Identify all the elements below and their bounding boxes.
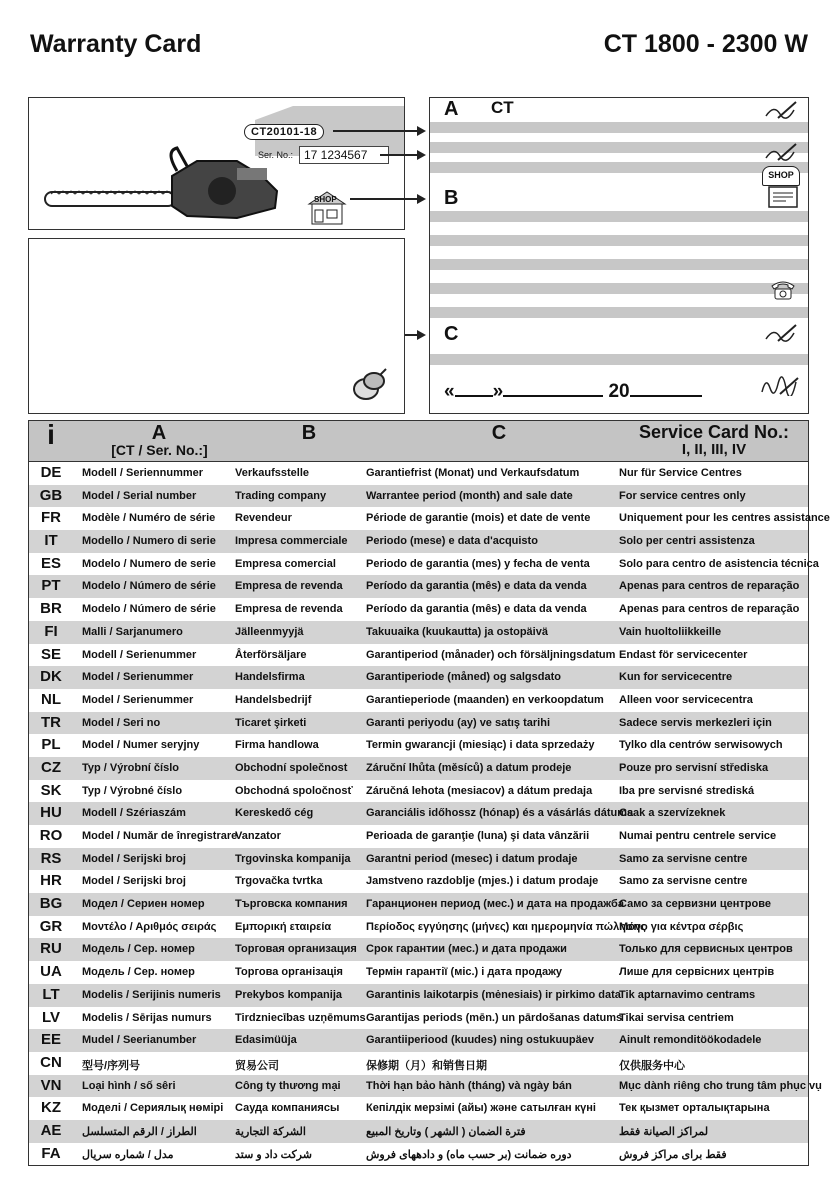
row-period-text: دوره ضمانت (بر حسب ماه) و دادههای فروش — [366, 1148, 572, 1161]
date-line — [444, 381, 702, 403]
shop-badge: SHOP — [762, 166, 800, 186]
row-model-text: Modelo / Numero de serie — [82, 557, 216, 570]
row-period-text: Periodo de garantia (mes) y fecha de venta — [366, 557, 590, 570]
row-model-text: الطراز / الرقم المتسلسل — [82, 1125, 197, 1138]
row-period-text: Garanti periyodu (ay) ve satış tarihi — [366, 716, 551, 729]
row-period-text: Termin gwarancji (miesiąc) i data sprzedaży — [366, 739, 595, 752]
row-company-text: Trgovinska kompanija — [235, 852, 351, 865]
table-row — [29, 916, 808, 939]
row-period-text: Garantinis laikotarpis (mėnesiais) ir pirkimo data — [366, 988, 621, 1001]
row-period-text: Кепілдік мерзімі (айы) және сатылған күні — [366, 1102, 596, 1115]
row-lang-code: FA — [41, 1144, 61, 1162]
table-row — [29, 802, 808, 825]
row-service-text: Samo za servisne centre — [619, 875, 748, 888]
row-company-text: Trading company — [235, 489, 327, 502]
row-company-text: Торговая организация — [235, 943, 357, 956]
row-company-text: Ticaret şirketi — [235, 716, 307, 729]
row-lang-code: HR — [40, 872, 62, 890]
row-lang-code: PT — [41, 577, 61, 595]
row-service-text: Только для сервисных центров — [619, 943, 793, 956]
row-period-text: Garantni period (mesec) i datum prodaje — [366, 852, 578, 865]
table-row — [29, 825, 808, 848]
section-c-label: C — [444, 323, 459, 345]
row-period-text: Περίοδος εγγύησης (μήνες) και ημερομηνία πώλησης — [366, 920, 646, 933]
row-company-text: Công ty thương mại — [235, 1079, 341, 1092]
table-row — [29, 1143, 808, 1166]
table-header — [29, 421, 808, 462]
table-row — [29, 575, 808, 598]
table-row — [29, 938, 808, 961]
row-service-text: Лише для сервісних центрів — [619, 966, 775, 979]
row-company-text: Empresa de revenda — [235, 603, 343, 616]
chainsaw-icon — [37, 146, 287, 226]
arrow-serial — [380, 154, 417, 156]
table-row — [29, 462, 808, 485]
row-service-text: Tylko dla centrów serwisowych — [619, 739, 783, 752]
arrowhead-model — [417, 126, 426, 136]
table-row — [29, 893, 808, 916]
row-period-text: Takuuaika (kuukautta) ja ostopäivä — [366, 625, 548, 638]
arrow-model — [333, 130, 417, 132]
row-lang-code: EE — [40, 1031, 61, 1049]
row-company-text: 贸易公司 — [235, 1059, 279, 1072]
signature-icon — [760, 374, 800, 396]
row-model-text: Model / Numer seryjny — [82, 739, 200, 752]
row-period-text: Термін гарантії (міс.) і дата продажу — [366, 966, 563, 979]
header-service-card-sub: I, II, III, IV — [681, 441, 747, 458]
row-service-text: Μόνο για κέντρα σέρβις — [619, 920, 744, 933]
row-model-text: Malli / Sarjanumero — [82, 625, 183, 638]
row-model-text: Modell / Serienummer — [82, 648, 197, 661]
serial-value: 17 1234567 — [299, 146, 389, 164]
row-period-text: Záručná lehota (mesiacov) a dátum predaja — [366, 784, 593, 797]
row-period-text: Záruční lhůta (měsíců) a datum prodeje — [366, 761, 572, 774]
serial-label: Ser. No.: — [258, 150, 294, 160]
table-row — [29, 984, 808, 1007]
row-service-text: Alleen voor servicecentra — [619, 693, 753, 706]
row-model-text: Model / Serijski broj — [82, 875, 186, 888]
row-model-text: Модель / Сер. номер — [82, 966, 195, 979]
warranty-entry-card — [429, 97, 809, 414]
language-table — [28, 419, 830, 1166]
product-box — [28, 97, 405, 230]
row-company-text: Εμπορική εταιρεία — [235, 920, 332, 933]
arrowhead-serial — [417, 150, 426, 160]
row-period-text: Perioada de garanţie (luna) şi data vânzării — [366, 830, 590, 842]
row-company-text: Handelsfirma — [235, 671, 305, 684]
row-service-text: Nur für Service Centres — [619, 467, 742, 479]
row-period-text: Garantieperiode (maanden) en verkoopdatum — [366, 693, 604, 706]
row-service-text: فقط برای مراکز فروش — [619, 1148, 727, 1161]
row-lang-code: LV — [41, 1008, 61, 1026]
row-model-text: Typ / Výrobní číslo — [82, 761, 179, 774]
row-lang-code: ES — [40, 554, 61, 572]
row-service-text: Vain huoltoliikkeille — [619, 625, 722, 638]
row-lang-code: DE — [40, 464, 62, 481]
row-company-text: شرکت داد و ستد — [235, 1148, 312, 1161]
row-service-text: Sadece servis merkezleri için — [619, 716, 772, 729]
row-company-text: Obchodná spoločnosť — [235, 784, 353, 797]
row-model-text: Моделі / Сериялық нөмірі — [82, 1102, 224, 1115]
row-service-text: Pouze pro servisní střediska — [619, 761, 769, 774]
row-model-text: Model / Serienummer — [82, 693, 194, 706]
row-lang-code: RU — [40, 940, 62, 958]
row-lang-code: LT — [42, 985, 60, 1003]
row-model-text: Modello / Numero di serie — [82, 535, 216, 548]
table-row — [29, 712, 808, 735]
row-period-text: Período da garantia (mês) e data da venda — [366, 603, 587, 616]
row-lang-code: SK — [40, 781, 62, 799]
shop-icon-label: SHOP — [314, 195, 337, 204]
card-stamp-icon — [768, 186, 798, 208]
row-lang-code: KZ — [41, 1099, 61, 1117]
row-model-text: Model / Seri no — [82, 716, 161, 729]
row-period-text: Garanciális időhossz (hónap) és a vásárlás dátuma — [366, 807, 634, 820]
row-company-text: Revendeur — [235, 512, 292, 525]
row-service-text: Само за сервизни центрове — [619, 898, 771, 911]
row-lang-code: BR — [40, 600, 62, 618]
header-a: A — [151, 422, 167, 444]
row-period-text: Гаранционен период (мес.) и дата на продажба — [366, 898, 624, 911]
row-model-text: Modelis / Serijinis numeris — [82, 988, 221, 1001]
row-company-text: Återförsäljare — [235, 648, 307, 661]
table-row — [29, 1052, 808, 1075]
header-service-card: Service Card No.: — [638, 422, 790, 442]
row-model-text: Modelo / Número de série — [82, 580, 216, 593]
row-period-text: فترة الضمان ( الشهر ) وتاريخ المبيع — [366, 1125, 526, 1138]
row-service-text: Kun for servicecentre — [619, 671, 733, 684]
row-company-text: Jälleenmyyjä — [235, 625, 304, 638]
row-company-text: Obchodní společnost — [235, 761, 348, 774]
row-model-text: Модель / Сер. номер — [82, 943, 195, 956]
row-company-text: Prekybos kompanija — [235, 988, 342, 1001]
date-year-prefix: 20 — [608, 381, 630, 402]
table-row — [29, 1097, 808, 1120]
row-lang-code: IT — [44, 532, 58, 550]
row-model-text: Model / Serial number — [82, 489, 197, 502]
pushpin-icon — [350, 365, 390, 403]
row-service-text: Samo za servisne centre — [619, 852, 748, 865]
row-lang-code: CZ — [41, 758, 61, 776]
row-model-text: Typ / Výrobné číslo — [82, 784, 183, 797]
table-row — [29, 1075, 822, 1098]
row-lang-code: VN — [40, 1076, 62, 1094]
row-lang-code: GB — [39, 486, 63, 504]
table-row — [29, 666, 808, 689]
arrowhead-c — [417, 330, 426, 340]
row-service-text: Тек қызмет орталықтарына — [619, 1102, 770, 1115]
row-service-text: Iba pre servisné strediská — [619, 784, 755, 797]
table-row — [29, 553, 819, 576]
table-row — [29, 870, 808, 893]
section-b-label: B — [444, 187, 459, 209]
row-period-text: Periodo (mese) e data d'acquisto — [366, 535, 538, 548]
row-lang-code: AE — [40, 1121, 62, 1139]
table-row — [29, 961, 808, 984]
row-service-text: Tik aptarnavimo centrams — [619, 988, 756, 1001]
row-service-text: Solo per centri assistenza — [619, 535, 755, 548]
row-company-text: الشركة التجارية — [235, 1125, 306, 1138]
signature-pen-icon — [764, 323, 798, 343]
table-row — [29, 507, 830, 530]
row-service-text: Solo para centro de asistencia técnica — [619, 557, 819, 570]
table-body — [29, 462, 830, 1165]
table-row — [29, 734, 808, 757]
row-lang-code: PL — [41, 736, 61, 754]
row-service-text: Ainult remonditöökodadele — [619, 1034, 762, 1047]
header-info-icon: i — [47, 419, 55, 450]
row-period-text: Срок гарантии (мес.) и дата продажи — [366, 943, 567, 956]
row-company-text: Tirdzniecības uzņēmums — [235, 1011, 366, 1024]
row-period-text: Garantiperiod (månader) och försäljningsdatum — [366, 648, 616, 661]
row-period-text: Thời hạn bảo hành (tháng) và ngày bán — [366, 1079, 572, 1092]
table-row — [29, 757, 808, 780]
page-title: Warranty Card — [30, 30, 202, 58]
row-model-text: Modell / Seriennummer — [82, 467, 204, 479]
row-model-text: Model / Serijski broj — [82, 852, 186, 865]
row-period-text: Garantiperiode (måned) og salgsdato — [366, 671, 561, 684]
row-model-text: Μοντέλο / Αριθμός σειράς — [82, 920, 217, 933]
row-model-text: Loại hình / số sêri — [82, 1079, 176, 1092]
row-lang-code: DK — [40, 668, 62, 686]
table-row — [29, 1007, 808, 1030]
row-service-text: Csak a szervízeknek — [619, 807, 726, 820]
table-row — [29, 598, 808, 621]
table-row — [29, 780, 808, 803]
row-lang-code: HU — [40, 804, 62, 822]
row-company-text: Trgovačka tvrtka — [235, 875, 323, 888]
row-model-text: Модел / Сериен номер — [82, 898, 205, 911]
row-company-text: Торгова організація — [235, 966, 343, 979]
row-company-text: Търговска компания — [235, 898, 348, 911]
row-service-text: 仅供服务中心 — [619, 1059, 685, 1072]
row-service-text: Mục dành riêng cho trung tâm phục vụ — [619, 1079, 822, 1092]
table-row — [29, 689, 808, 712]
row-lang-code: CN — [40, 1053, 62, 1071]
row-company-text: Empresa de revenda — [235, 580, 343, 593]
row-lang-code: SE — [40, 645, 61, 663]
table-row — [29, 848, 808, 871]
row-model-text: Model / Serienummer — [82, 671, 194, 684]
row-company-text: Impresa commerciale — [235, 535, 348, 548]
row-service-text: Apenas para centros de reparação — [619, 580, 800, 593]
row-company-text: Vanzator — [235, 830, 281, 842]
row-model-text: Mudel / Seerianumber — [82, 1034, 197, 1047]
row-model-text: Model / Numǎr de înregistrare — [82, 830, 238, 842]
row-period-text: Garantijas periods (mēn.) un pārdošanas datums — [366, 1011, 623, 1024]
model-code: CT20101-18 — [244, 124, 324, 140]
row-service-text: Endast för servicecenter — [619, 648, 748, 661]
row-period-text: Período da garantia (mês) e data da venda — [366, 580, 587, 593]
arrow-c — [405, 334, 417, 336]
row-model-text: Modell / Szériaszám — [82, 807, 186, 820]
row-lang-code: BG — [39, 895, 63, 913]
row-lang-code: GR — [39, 917, 63, 935]
row-service-text: لمراكز الصيانة فقط — [619, 1125, 709, 1138]
row-period-text: 保修期（月）和销售日期 — [366, 1059, 487, 1072]
row-service-text: Uniquement pour les centres assistance — [619, 512, 830, 525]
table-row — [29, 1120, 808, 1143]
row-lang-code: RO — [39, 827, 63, 844]
header-a-sub: [CT / Ser. No.:] — [111, 442, 208, 458]
signature-pen-icon — [764, 142, 798, 162]
date-close-quote: » — [492, 381, 504, 402]
row-company-text: Kereskedő cég — [235, 807, 314, 820]
row-lang-code: TR — [41, 713, 61, 731]
date-open-quote: « — [444, 381, 455, 402]
row-service-text: Apenas para centros de reparação — [619, 603, 800, 616]
table-row — [29, 530, 808, 553]
phone-icon — [770, 278, 796, 300]
arrow-shop — [350, 198, 417, 200]
row-lang-code: NL — [41, 690, 61, 708]
row-model-text: Modelo / Número de série — [82, 603, 216, 616]
row-model-text: 型号/序列号 — [82, 1059, 141, 1072]
row-lang-code: FI — [44, 622, 58, 640]
row-period-text: Période de garantie (mois) et date de vente — [366, 512, 591, 525]
table-row — [29, 1029, 808, 1052]
row-lang-code: FR — [41, 509, 61, 527]
table-row — [29, 621, 808, 644]
row-company-text: Сауда компаниясы — [235, 1102, 340, 1115]
row-service-text: Tikai servisa centriem — [619, 1011, 734, 1024]
ct-prefix: CT — [491, 98, 514, 117]
row-company-text: Edasimüüja — [235, 1034, 297, 1047]
row-lang-code: UA — [40, 963, 62, 981]
table-row — [29, 485, 808, 508]
row-period-text: Garantiefrist (Monat) und Verkaufsdatum — [366, 467, 580, 479]
arrowhead-shop — [417, 194, 426, 204]
row-model-text: Modelis / Sērijas numurs — [82, 1011, 212, 1024]
row-period-text: Garantiiperiood (kuudes) ning ostukuupäev — [366, 1034, 594, 1047]
row-period-text: Warrantee period (month) and sale date — [366, 489, 573, 502]
model-range: CT 1800 - 2300 W — [603, 30, 808, 58]
section-a-label: A — [444, 98, 459, 120]
row-company-text: Verkaufsstelle — [235, 467, 309, 479]
row-lang-code: RS — [40, 849, 62, 867]
header-c: C — [491, 422, 507, 444]
row-company-text: Firma handlowa — [235, 739, 319, 752]
stamp-area — [28, 238, 405, 414]
row-period-text: Jamstveno razdoblje (mjes.) i datum prodaje — [366, 875, 599, 888]
row-service-text: For service centres only — [619, 489, 746, 502]
row-model-text: Modèle / Numéro de série — [82, 512, 216, 525]
table-row — [29, 644, 808, 667]
row-model-text: مدل / شماره سریال — [82, 1148, 174, 1161]
row-service-text: Numai pentru centrele service — [619, 830, 777, 842]
signature-pen-icon — [764, 100, 798, 120]
row-company-text: Empresa comercial — [235, 557, 336, 570]
header-b: B — [301, 422, 317, 444]
row-company-text: Handelsbedrijf — [235, 693, 312, 706]
